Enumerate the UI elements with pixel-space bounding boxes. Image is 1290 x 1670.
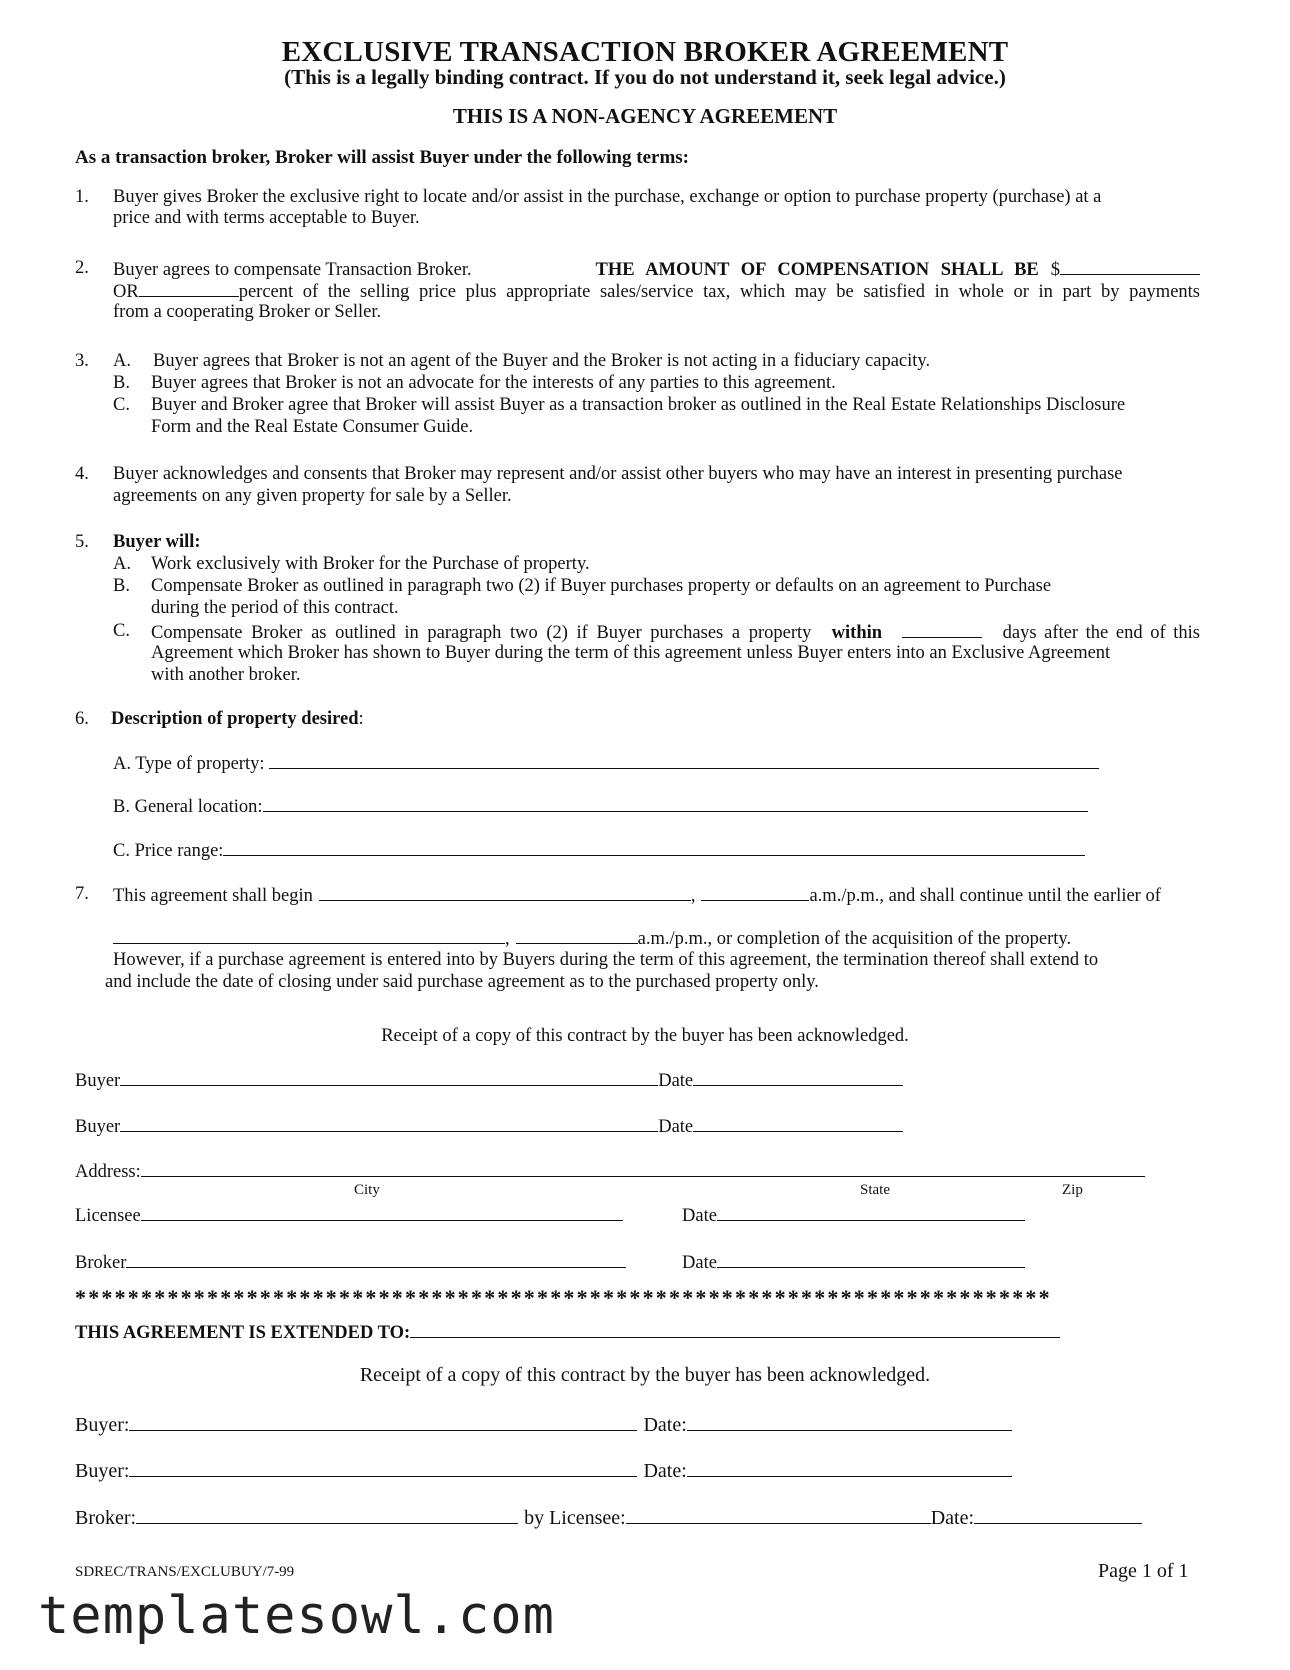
extension-date-field[interactable] [410,1320,1060,1338]
buyer-signature-row-1 [75,1068,903,1092]
p3c-line1: Buyer and Broker agree that Broker will assist Buyer as a transaction broker as outlined in the Real Estate Relationships Disclosure [151,395,1126,415]
property-type-label: A. Type of property: [113,754,265,774]
ext-buyer-label: Buyer: [75,1460,130,1482]
p5-number: 5. [75,532,89,552]
p2-or: OR [113,282,139,302]
p4-number: 4. [75,464,89,484]
document-title: EXCLUSIVE TRANSACTION BROKER AGREEMENT [281,36,1009,68]
p7-number: 7. [75,884,89,904]
p5a-text: Work exclusively with Broker for the Purchase of property. [151,554,590,574]
ext-by-licensee-label: by Licensee: [524,1507,626,1529]
ext-buyer-label: Buyer: [75,1414,130,1436]
ext-date-label: Date: [930,1507,975,1529]
p7-begin: This agreement shall begin [113,886,313,906]
p1-line2: price and with terms acceptable to Buyer. [113,208,420,228]
p6-heading: Description of property desired [111,709,359,729]
extension-buyer-row-1 [75,1413,1012,1437]
address-row [75,1159,1145,1183]
ext-buyer-signature-field-1[interactable] [129,1413,637,1431]
broker-signature-field[interactable] [126,1250,626,1268]
start-time-field[interactable] [701,883,809,901]
p2-line3: from a cooperating Broker or Seller. [113,302,382,322]
page-number: Page 1 of 1 [1098,1560,1189,1582]
p3a-text: Buyer agrees that Broker is not an agent of the Buyer and the Broker is not acting in a fiduciary capacity. [153,351,931,371]
address-field[interactable] [141,1159,1145,1177]
p7-line2 [113,926,1071,950]
price-range-label: C. Price range: [113,841,224,861]
receipt-acknowledgement: Receipt of a copy of this contract by the buyer has been acknowledged. [381,1026,909,1046]
broker-date-field[interactable] [717,1250,1025,1268]
p7-comma: , [690,886,696,906]
buyer-signature-row-2 [75,1114,903,1138]
p3a-letter: A. [113,351,131,371]
non-agency-heading: THIS IS A NON-AGENCY AGREEMENT [452,104,838,128]
p4-line1: Buyer acknowledges and consents that Broker may represent and/or assist other buyers who may have an interest in presenting purchase [113,464,1123,484]
p1-number: 1. [75,187,89,207]
p6-number: 6. [75,709,89,729]
buyer-signature-field-2[interactable] [120,1114,658,1132]
compensation-amount-field[interactable] [1060,257,1200,275]
ext-broker-signature-field[interactable] [136,1506,518,1524]
buyer-label: Buyer [75,1117,121,1137]
start-date-field[interactable] [319,883,691,901]
p2-lead: Buyer agrees to compensate Transaction Broker. [113,260,472,280]
extension-heading: THIS AGREEMENT IS EXTENDED TO: [75,1323,411,1343]
property-type-field[interactable] [269,751,1099,769]
price-range-field[interactable] [223,838,1085,856]
p5c-line1 [151,620,1200,644]
p2-line1 [113,257,1200,281]
p2-line2 [113,279,1200,303]
date-label: Date [682,1206,717,1226]
asterisk-divider: ************************************************************************** [75,1285,1052,1310]
buyer-signature-field-1[interactable] [120,1068,658,1086]
price-range-row [113,838,1085,862]
p5b-letter: B. [113,576,130,596]
p5b-line1: Compensate Broker as outlined in paragraph two (2) if Buyer purchases property or defaults on an agreement to Purchase [151,576,1052,596]
p5c-within: within [831,623,883,643]
p4-line2: agreements on any given property for sale by a Seller. [113,486,512,506]
end-time-field[interactable] [516,926,638,944]
p3b-text: Buyer agrees that Broker is not an advocate for the interests of any parties to this agreement. [151,373,836,393]
p7-ampm-completion: a.m./p.m., or completion of the acquisition of the property. [637,929,1072,949]
ext-licensee-signature-field[interactable] [626,1506,931,1524]
p6-heading-line [111,708,364,730]
intro-text: As a transaction broker, Broker will assist Buyer under the following terms: [75,147,689,168]
p2-dollar-sign: $ [1050,260,1060,280]
licensee-signature-field[interactable] [141,1203,623,1221]
days-after-field[interactable] [902,620,982,638]
general-location-label: B. General location: [113,797,263,817]
licensee-label: Licensee [75,1206,141,1226]
broker-date-row [682,1250,1025,1274]
ext-buyer-date-field-1[interactable] [687,1413,1012,1431]
p7-comma-2: , [505,929,510,949]
extension-broker-row [75,1506,1142,1530]
licensee-date-row [682,1203,1025,1227]
p1-line1: Buyer gives Broker the exclusive right to locate and/or assist in the purchase, exchange or option to purchase property (purchase) at a [113,187,1102,207]
document-subtitle: (This is a legally binding contract. If you do not understand it, seek legal advice.) [284,65,1006,89]
buyer-label: Buyer [75,1071,121,1091]
p5c-letter: C. [113,621,130,641]
general-location-field[interactable] [263,794,1088,812]
licensee-date-field[interactable] [717,1203,1025,1221]
general-location-row [113,794,1088,818]
city-caption: City [354,1182,380,1198]
p7-line4: and include the date of closing under said purchase agreement as to the purchased property only. [105,972,819,992]
ext-buyer-signature-field-2[interactable] [129,1459,637,1477]
ext-date-label: Date: [643,1460,687,1482]
p3b-letter: B. [113,373,130,393]
zip-caption: Zip [1062,1182,1083,1198]
compensation-percent-field[interactable] [139,279,239,297]
extension-row [75,1320,1060,1344]
p7-ampm-continue: a.m./p.m., and shall continue until the earlier of [809,886,1161,906]
buyer-date-field-1[interactable] [693,1068,903,1086]
ext-broker-label: Broker: [75,1507,137,1529]
p2-compensation-label: THE AMOUNT OF COMPENSATION SHALL BE [595,260,1039,280]
address-label: Address: [75,1162,141,1182]
buyer-date-field-2[interactable] [693,1114,903,1132]
broker-row [75,1250,626,1274]
p5a-letter: A. [113,554,131,574]
p5c-line3: with another broker. [151,665,301,685]
ext-buyer-date-field-2[interactable] [687,1459,1012,1477]
p5c-line2: Agreement which Broker has shown to Buyer during the term of this agreement unless Buyer enters into an Exclusive Agreement [151,643,1111,663]
p5c-lead: Compensate Broker as outlined in paragraph two (2) if Buyer purchases a property [151,623,812,643]
p6-colon: : [358,709,364,729]
licensee-row [75,1203,623,1227]
p3-number: 3. [75,351,89,371]
extension-buyer-row-2 [75,1459,1012,1483]
p7-line1 [113,883,1161,907]
p5-heading: Buyer will: [113,532,201,552]
broker-label: Broker [75,1253,127,1273]
date-label: Date [658,1071,694,1091]
p2-line2-text: percent of the selling price plus appropriate sales/service tax, which may be satisfied in whole or in part by payments [238,282,1200,302]
p5b-line2: during the period of this contract. [151,598,399,618]
ext-date-label: Date: [643,1414,687,1436]
watermark-logo: templatesowl.com [38,1586,555,1646]
form-code: SDREC/TRANS/EXCLUBUY/7-99 [75,1564,295,1580]
date-label: Date [682,1253,717,1273]
date-label: Date [658,1117,694,1137]
ext-broker-date-field[interactable] [974,1506,1142,1524]
extension-receipt: Receipt of a copy of this contract by the buyer has been acknowledged. [359,1364,931,1386]
p7-line3: However, if a purchase agreement is entered into by Buyers during the term of this agreement, the termination thereof shall extend to [113,950,1099,970]
p5c-tail: days after the end of this [1002,623,1200,643]
property-type-row [113,751,1099,775]
state-caption: State [860,1182,890,1198]
p3c-letter: C. [113,395,130,415]
end-date-field[interactable] [113,926,505,944]
p2-number: 2. [75,258,89,278]
p3c-line2: Form and the Real Estate Consumer Guide. [151,417,474,437]
